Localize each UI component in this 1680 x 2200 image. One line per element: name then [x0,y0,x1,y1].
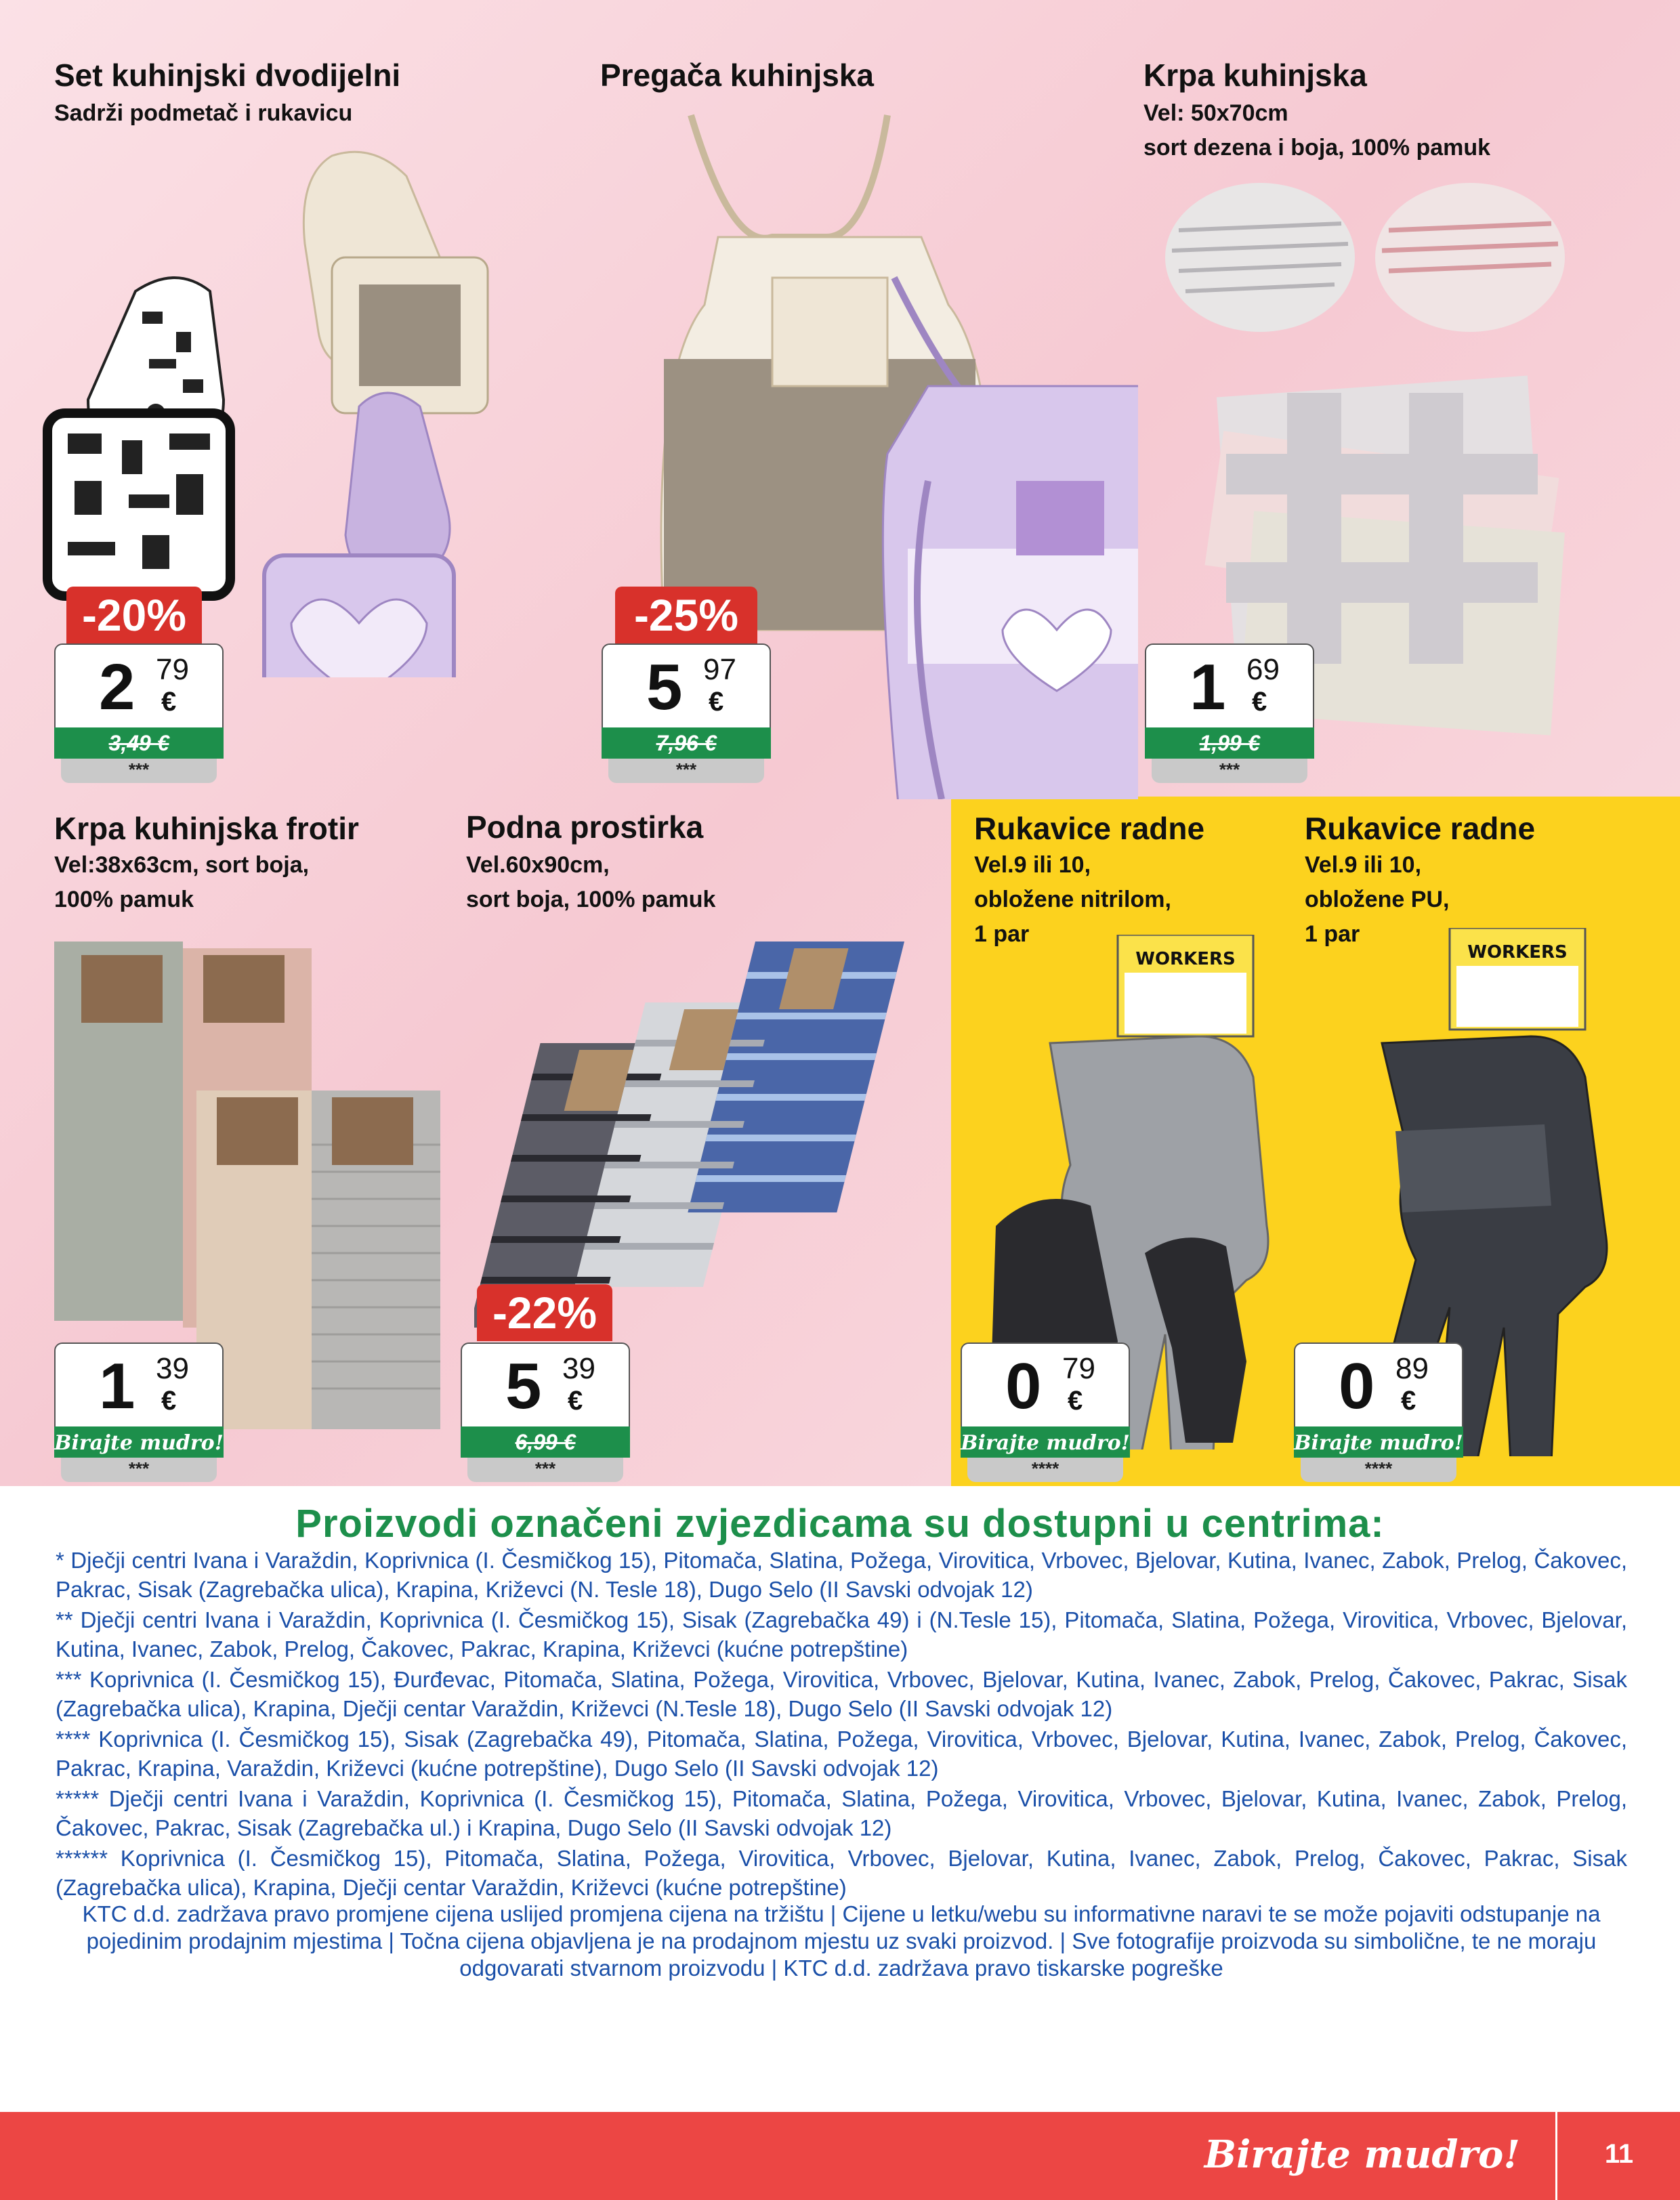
old-price: 1,99 € [1199,731,1260,755]
product-title: Rukavice radne [1305,811,1536,846]
location-list-item: ****** Koprivnica (I. Česmičkog 15), Pitomača, Slatina, Požega, Virovitica, Vrbovec, Bjelovar, Kutina, Ivanec, Zabok, Prelog, Čakovec, Pakrac, Sisak (Zagrebačka ulica), Krapina, Dječji centar Varaždin, Križevci (kućne potrepštine) [56,1846,1627,1900]
availability-stars: *** [1152,759,1307,783]
availability-stars: *** [608,759,764,783]
pack-label: WORKERS [1135,949,1236,969]
price-currency: € [1252,687,1267,717]
location-list-item: *** Koprivnica (I. Česmičkog 15), Đurđevac, Pitomača, Slatina, Požega, Virovitica, Vrbovec, Bjelovar, Kutina, Ivanec, Zabok, Prelog, Čakovec, Pakrac, Sisak (Zagrebačka ulica), Krapina, Dječji centar Varaždin, Križevci (N.Tesle 18), Dugo Selo (II Savski odvojak 12) [56,1667,1627,1721]
product-title: Rukavice radne [974,811,1205,846]
old-price: 6,99 € [515,1430,576,1454]
location-list-item: * Dječji centri Ivana i Varaždin, Koprivnica (I. Česmičkog 15), Pitomača, Slatina, Požega, Virovitica, Vrbovec, Bjelovar, Kutina, Ivanec, Zabok, Prelog, Čakovec, Pakrac, Sisak (Zagrebačka ulica), Krapina, Križevci (N. Tesle 18), Dugo Selo (II Savski odvojak 12) [56,1548,1627,1602]
product-title: Set kuhinjski dvodijelni [54,58,401,93]
product-desc: Vel.60x90cm, sort boja, 100% pamuk [466,852,716,912]
availability-heading: Proizvodi označeni zvjezdicama su dostupni u centrima: [295,1502,1385,1546]
price-tag [1145,643,1314,784]
availability-stars: *** [61,1458,217,1482]
page-number: 11 [1604,2139,1634,2169]
product-desc: Vel.9 ili 10, obložene nitrilom, 1 par [974,852,1171,947]
product-desc: Vel.9 ili 10, obložene PU, 1 par [1305,852,1450,947]
price-decimal: 89 [1395,1352,1429,1385]
footer-bar [0,2112,1680,2200]
location-list-item: ** Dječji centri Ivana i Varaždin, Koprivnica (I. Česmičkog 15), Sisak (Zagrebačka 49) i (N.Tesle 15), Pitomača, Slatina, Požega, Virovitica, Vrbovec, Bjelovar, Kutina, Ivanec, Zabok, Prelog, Čakovec, Pakrac, Krapina, Križevci (kućne potrepštine) [56,1607,1627,1662]
product-desc: Vel: 50x70cm sort dezena i boja, 100% pamuk [1143,100,1491,161]
price-tag [54,643,224,784]
availability-stars: *** [467,1458,623,1482]
price-tag [602,643,771,784]
availability-info-section [0,1486,1680,2200]
product-title: Krpa kuhinjska [1143,58,1367,93]
product-desc: Sadrži podmetač i rukavicu [54,100,353,126]
availability-stars: **** [1301,1458,1456,1482]
footer-divider [1555,2112,1557,2200]
price-decimal: 69 [1246,653,1280,686]
pack-label: WORKERS [1467,942,1568,962]
discount-badge: -25% [615,587,757,643]
price-currency: € [1401,1386,1416,1416]
price-currency: € [161,1386,177,1416]
price-integer: 0 [1339,1350,1375,1422]
price-currency: € [1068,1386,1083,1416]
availability-stars: *** [61,759,217,783]
price-decimal: 97 [703,653,736,686]
old-price: 7,96 € [656,731,717,755]
price-integer: 2 [99,651,135,723]
price-integer: 5 [646,651,683,723]
price-integer: 0 [1005,1350,1042,1422]
disclaimer-text: KTC d.d. zadržava pravo promjene cijena uslijed promjena cijena na tržištu | Cijene u letku/webu su informativne naravi te se može pojaviti odstupanje na pojedinim prodajnim mjestima | Točna cijena objavljena je na prodajnom mjestu uz svaki proizvod. | Sve fotografije proizvoda su simbolične, te ne moraju odgovarati stvarnom proizvodu | KTC d.d. zadržava pravo tiskarske pogreške [82,1901,1601,1981]
location-list-item: ***** Dječji centri Ivana i Varaždin, Koprivnica (I. Česmičkog 15), Pitomača, Slatina, Požega, Virovitica, Vrbovec, Bjelovar, Kutina, Ivanec, Zabok, Prelog, Čakovec, Pakrac, Sisak (Zagrebačka ul.) i Krapina, Dugo Selo (II Savski odvojak 12) [56,1786,1627,1840]
price-tag [1294,1342,1463,1483]
old-price: 3,49 € [108,731,169,755]
location-list-item: **** Koprivnica (I. Česmičkog 15), Sisak (Zagrebačka 49), Pitomača, Slatina, Požega, Virovitica, Vrbovec, Bjelovar, Kutina, Ivanec, Zabok, Prelog, Čakovec, Pakrac, Krapina, Varaždin, Križevci (kućne potrepštine), Dugo Selo (II Savski odvojak 12) [56,1727,1627,1781]
price-decimal: 79 [1062,1352,1095,1385]
price-decimal: 39 [562,1352,595,1385]
availability-stars: **** [967,1458,1123,1482]
product-desc: Vel:38x63cm, sort boja, 100% pamuk [54,852,310,912]
price-decimal: 79 [156,653,189,686]
discount-badge: -22% [477,1284,612,1341]
price-tag [54,1342,224,1483]
footer-slogan: Birajte mudro! [1204,2132,1520,2177]
price-integer: 1 [1190,651,1226,723]
price-currency: € [161,687,177,717]
price-decimal: 39 [156,1352,189,1385]
price-tag [461,1342,630,1483]
slogan-label: Birajte mudro! [54,1431,224,1455]
price-integer: 1 [99,1350,135,1422]
product-title: Krpa kuhinjska frotir [54,811,359,846]
slogan-label: Birajte mudro! [1294,1431,1463,1455]
discount-badge: -20% [66,587,202,643]
price-currency: € [709,687,724,717]
price-integer: 5 [505,1350,542,1422]
price-currency: € [568,1386,583,1416]
product-title: Podna prostirka [466,809,704,845]
product-title: Pregača kuhinjska [600,58,874,93]
slogan-label: Birajte mudro! [961,1431,1130,1455]
price-tag [961,1342,1130,1483]
